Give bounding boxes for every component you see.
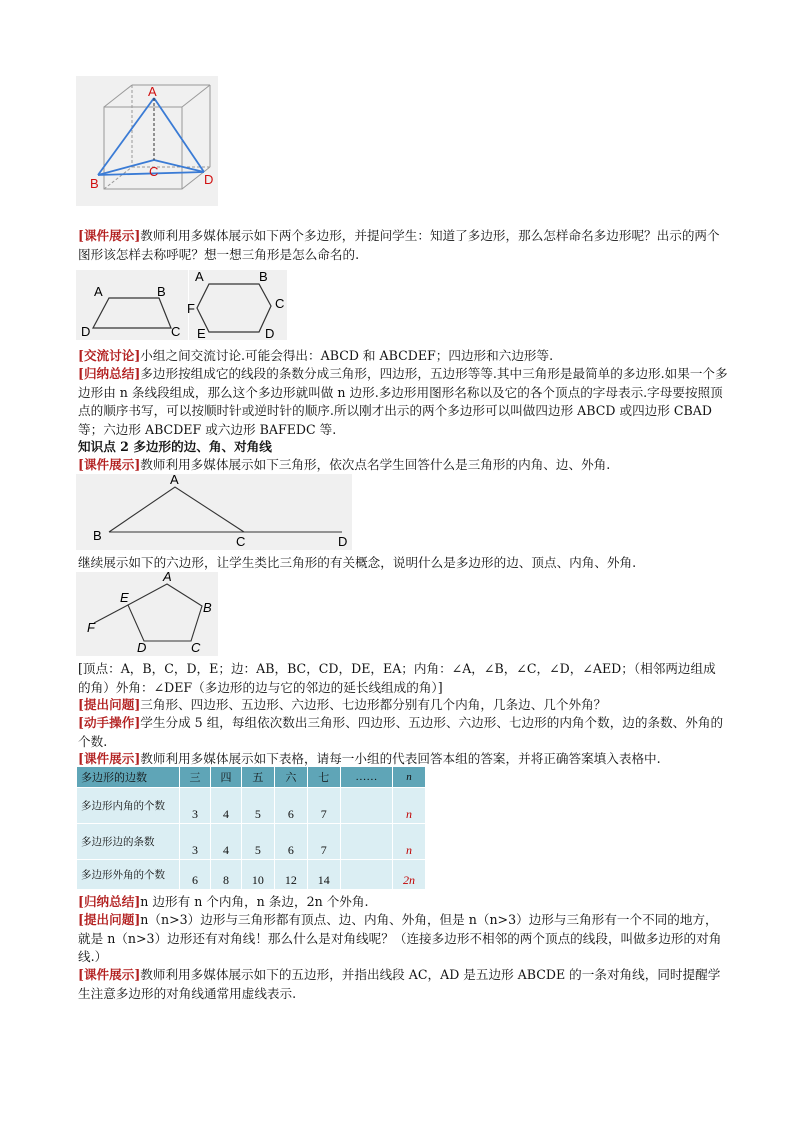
hex-label-a: A — [195, 269, 204, 284]
table-cell: 5 — [241, 824, 274, 860]
paragraph-question-2 — [78, 911, 728, 967]
table-header-cell: n — [393, 767, 426, 788]
tag-summary: [归纳总结] — [78, 366, 141, 381]
table-cell: 7 — [307, 824, 340, 860]
table-cell: 8 — [210, 860, 241, 890]
cube-figure — [76, 76, 218, 206]
polygon-count-table — [76, 766, 426, 890]
table-header-cell: 三 — [180, 767, 211, 788]
table-header-cell: …… — [340, 767, 392, 788]
table-header-cell: 多边形的边数 — [77, 767, 180, 788]
paragraph-activity — [78, 714, 728, 751]
quad-label-d: D — [81, 324, 91, 339]
table-cell: 14 — [307, 860, 340, 890]
tag-courseware: [课件展示] — [78, 967, 141, 982]
paragraph-text: 小组之间交流讨论.可能会得出：ABCD 和 ABCDEF；四边形和六边形等. — [140, 348, 554, 363]
cube-label-a: A — [148, 84, 157, 99]
cube-label-c: C — [149, 164, 159, 179]
table-cell: 7 — [307, 788, 340, 824]
quadrilateral-figure — [76, 270, 188, 340]
triangle-figure — [76, 474, 352, 550]
cube-label-b: B — [90, 176, 99, 191]
paragraph-answer — [78, 660, 728, 697]
tri-label-b: B — [93, 528, 102, 543]
tri-label-d: D — [338, 534, 348, 549]
paragraph-text: [顶点：A，B，C，D，E；边：AB，BC，CD，DE，EA；内角：∠A，∠B，∠C，∠D，∠AED；（相邻两边组成的角）外角：∠DEF（多边形的边与它的邻边的延长线组成的角）] — [78, 661, 716, 695]
paragraph-text: 继续展示如下的六边形，让学生类比三角形的有关概念，说明什么是多边形的边、顶点、内角、外角. — [78, 555, 637, 570]
table-cell: 3 — [180, 788, 211, 824]
cube-label-d: D — [204, 172, 214, 187]
hex-label-b: B — [259, 269, 268, 284]
table-header-cell: 七 — [307, 767, 340, 788]
tag-courseware: [课件展示] — [78, 457, 141, 472]
table-cell: 多边形边的条数 — [77, 824, 180, 860]
table-row — [77, 824, 426, 860]
paragraph-courseware-4 — [78, 966, 728, 1003]
paragraph-text: 学生分成 5 组，每组依次数出三角形、四边形、五边形、六边形、七边形的内角个数，边的条数、外角的个数. — [78, 715, 724, 749]
tag-question: [提出问题] — [78, 697, 141, 712]
table-cell: 10 — [241, 860, 274, 890]
paragraph-courseware-1 — [78, 227, 728, 264]
table-cell: n — [393, 788, 426, 824]
hex-label-e: E — [197, 326, 206, 341]
table-cell — [340, 788, 392, 824]
tag-activity: [动手操作] — [78, 715, 141, 730]
table-row — [77, 860, 426, 890]
table-cell: 5 — [241, 788, 274, 824]
table-cell: 12 — [274, 860, 307, 890]
quad-label-a: A — [94, 284, 103, 299]
tag-courseware: [课件展示] — [78, 228, 141, 243]
tri-label-a: A — [170, 472, 179, 487]
table-header-cell: 六 — [274, 767, 307, 788]
paragraph-continue — [78, 554, 728, 573]
table-cell — [340, 860, 392, 890]
table-header-cell: 五 — [241, 767, 274, 788]
pent-label-a: A — [163, 569, 172, 584]
quad-label-c: C — [171, 324, 181, 339]
hex-label-f: F — [187, 301, 195, 316]
table-row — [77, 788, 426, 824]
pent-label-f: F — [87, 620, 95, 635]
paragraph-text: 教师利用多媒体展示如下两个多边形，并提问学生：知道了多边形，那么怎样命名多边形呢？出示的两个图形该怎样去称呼呢？想一想三角形是怎么命名的. — [78, 228, 720, 262]
tag-question: [提出问题] — [78, 912, 141, 927]
hexagon-figure — [189, 270, 287, 340]
tag-discussion: [交流讨论] — [78, 348, 141, 363]
paragraph-summary-2 — [78, 893, 728, 912]
paragraph-text: 三角形、四边形、五边形、六边形、七边形都分别有几个内角，几条边、几个外角？ — [140, 697, 607, 712]
table-cell: 多边形外角的个数 — [77, 860, 180, 890]
hex-label-c: C — [275, 296, 285, 311]
table-cell — [340, 824, 392, 860]
tag-courseware: [课件展示] — [78, 751, 141, 766]
paragraph-text: 多边形按组成它的线段的条数分成三角形，四边形，五边形等等.其中三角形是最简单的多边形.如果一个多边形由 n 条线段组成，那么这个多边形就叫做 n 边形.多边形用图形名称以及它的各个顶点的字母表示.字母要按照顶点的顺序书写，可以按顺时针或逆时针的顺序.所以刚才出示的两个多边形可以叫做四边形 ABCD 或四边形 CBAD 等；六边形 ABCDEF 或六边形 BAFEDC 等. — [78, 366, 728, 437]
tri-label-c: C — [236, 534, 246, 549]
table-cell: 6 — [274, 824, 307, 860]
table-cell: 6 — [274, 788, 307, 824]
table-cell: n — [393, 824, 426, 860]
paragraph-text: 教师利用多媒体展示如下三角形，依次点名学生回答什么是三角形的内角、边、外角. — [140, 457, 611, 472]
pentagon-figure — [76, 569, 218, 656]
pent-label-e: E — [120, 590, 129, 605]
table-header-row — [77, 767, 426, 788]
section-heading: 知识点 2 多边形的边、角、对角线 — [78, 439, 272, 454]
paragraph-text: 教师利用多媒体展示如下的五边形，并指出线段 AC，AD 是五边形 ABCDE 的一条对角线，同时提醒学生注意多边形的对角线通常用虚线表示. — [78, 967, 721, 1001]
paragraph-text: n（n>3）边形与三角形都有顶点、边、内角、外角，但是 n（n>3）边形与三角形有一个不同的地方，就是 n（n>3）边形还有对角线！那么什么是对角线呢？（连接多边形不相邻的两个顶点的线段，叫做多边形的对角线.） — [78, 912, 722, 964]
paragraph-text: 教师利用多媒体展示如下表格，请每一小组的代表回答本组的答案，并将正确答案填入表格中. — [140, 751, 661, 766]
table-cell: 4 — [210, 824, 241, 860]
table-cell: 4 — [210, 788, 241, 824]
pent-label-b: B — [203, 600, 212, 615]
quad-label-b: B — [157, 284, 166, 299]
table-header-cell: 四 — [210, 767, 241, 788]
pent-label-c: C — [191, 640, 201, 655]
table-cell: 3 — [180, 824, 211, 860]
table-cell: 多边形内角的个数 — [77, 788, 180, 824]
paragraph-question-1 — [78, 696, 728, 715]
table-cell: 2n — [393, 860, 426, 890]
table-cell: 6 — [180, 860, 211, 890]
paragraph-discussion — [78, 347, 728, 366]
paragraph-summary-1 — [78, 365, 728, 439]
tag-summary: [归纳总结] — [78, 894, 141, 909]
paragraph-text: n 边形有 n 个内角，n 条边，2n 个外角. — [140, 894, 369, 909]
hex-label-d: D — [265, 326, 275, 341]
pent-label-d: D — [137, 640, 147, 655]
